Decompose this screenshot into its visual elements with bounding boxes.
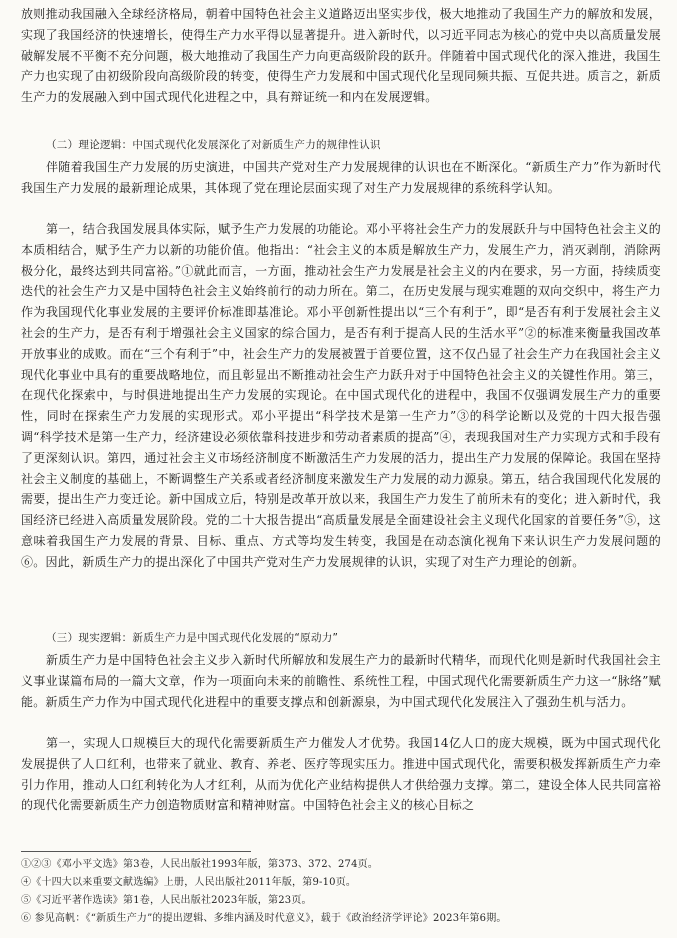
section-heading-reality: （三）现实逻辑：新质生产力是中国式现代化发展的“原动力” — [46, 632, 339, 644]
footnote-2: ④《十四大以来重要文献选编》上册，人民出版社2011年版，第9-10页。 — [21, 877, 357, 888]
paragraph-opening: 放则推动我国融入全球经济格局，朝着中国特色社会主义道路迈出坚实步伐，极大地推动了我国生产力的解放和发展，实现了我国经济的快速增长，使得生产力水平得以显著提升。进入新时代，以习近平同志为核心的党中央以高质量发展破解发展不平衡不充分问题，极大地推动了我国生产力向更高级阶段的跃升。伴随着中国式现代化的深入推进，我国生产力也实现了由初级阶段向高级阶段的转变，使得生产力发展和中国式现代化呈现同频共振、互促共进。质言之，新质生产力的发展融入到中国式现代化进程之中，具有辩证统一和内在发展逻辑。 — [21, 7, 661, 105]
paragraph-reality-body: 第一，实现人口规模巨大的现代化需要新质生产力催发人才优势。我国14亿人口的庞大规模，既为中国式现代化发展提供了人口红利，也带来了就业、教育、养老、医疗等现实压力。推进中国式现代化，需要积极发挥新质生产力牵引力作用，推动人口红利转化为人才红利，从而为优化产业结构提供人才供给强力支撑。第二，建设全体人民共同富裕的现代化需要新质生产力创造物质财富和精神财富。中国特色社会主义的核心目标之 — [21, 736, 661, 813]
footnote-1: ①②③《邓小平文选》第3卷，人民出版社1993年版，第373、372、274页。 — [21, 859, 379, 870]
footnote-3: ⑤《习近平著作选读》第1卷，人民出版社2023年版，第23页。 — [21, 895, 312, 906]
footnote-divider — [21, 851, 251, 852]
footnote-4: ⑥ 参见高帆：《“新质生产力”的提出逻辑、多维内涵及时代意义》，载于《政治经济学评论》2023年第6期。 — [21, 913, 507, 924]
section-heading-theory: （二）理论逻辑：中国式现代化发展深化了对新质生产力的规律性认识 — [46, 139, 381, 151]
paragraph-reality-intro: 新质生产力是中国特色社会主义步入新时代所解放和发展生产力的最新时代精华，而现代化则是新时代我国社会主义事业谋篇布局的一篇大文章，作为一项面向未来的前瞻性、系统性工程，中国式现代化需要新质生产力这一“脉络”赋能。新质生产力作为中国式现代化进程中的重要支撑点和创新源泉，为中国式现代化发展注入了强劲生机与活力。 — [21, 653, 661, 709]
paragraph-theory-intro: 伴随着我国生产力发展的历史演进，中国共产党对生产力发展规律的认识也在不断深化。“新质生产力”作为新时代我国生产力发展的最新理论成果，其体现了党在理论层面实现了对生产力发展规律的系统科学认知。 — [21, 160, 661, 195]
paragraph-theory-body: 第一，结合我国发展具体实际，赋予生产力发展的功能论。邓小平将社会生产力的发展跃升与中国特色社会主义的本质相结合，赋予生产力以新的功能价值。他指出：“社会主义的本质是解放生产力，发展生产力，消灭剥削，消除两极分化，最终达到共同富裕。”①就此而言，一方面，推动社会生产力发展是社会主义的内在要求，另一方面，持续质变迭代的社会生产力又是中国特色社会主义始终前行的动力所在。第二，在历史发展与现实难题的双向交织中，将生产力作为我国现代化事业发展的主要评价标准即基准论。邓小平创新性提出以“三个有利于”，即“是否有利于发展社会主义社会的生产力，是否有利于增强社会主义国家的综合国力，是否有利于提高人民的生活水平”②的标准来衡量我国改革开放事业的成败。而在“三个有利于”中，社会生产力的发展被置于首要位置，这不仅凸显了社会生产力在我国社会主义现代化事业中具有的重要战略地位，而且彰显出不断推动社会生产力跃升对于中国特色社会主义的关键性作用。第三，在现代化探索中，与时俱进地提出生产力发展的实现论。在中国式现代化的进程中，我国不仅强调发展生产力的重要性，同时在探索生产力发展的实现形式。邓小平提出“科学技术是第一生产力”③的科学论断以及党的十四大报告强调“科学技术是第一生产力，经济建设必须依靠科技进步和劳动者素质的提高”④，表现我国对生产力实现方式和手段有了更深刻认识。第四，通过社会主义市场经济制度不断激活生产力发展的活力，提出生产力发展的保障论。我国在坚持社会主义制度的基础上，不断调整生产关系或者经济制度来激发生产力发展的动力源泉。第五，结合我国现代化发展的需要，提出生产力变迁论。新中国成立后，特别是改革开放以来，我国生产力发生了前所未有的变化；进入新时代，我国经济已经进入高质量发展阶段。党的二十大报告提出“高质量发展是全面建设社会主义现代化国家的首要任务”⑤，这意味着我国生产力发展的背景、目标、重点、方式等均发生转变，我国是在动态演化视角下来认识生产力发展问题的⑥。因此，新质生产力的提出深化了中国共产党对生产力发展规律的认识，实现了对生产力理论的创新。 — [21, 222, 661, 569]
